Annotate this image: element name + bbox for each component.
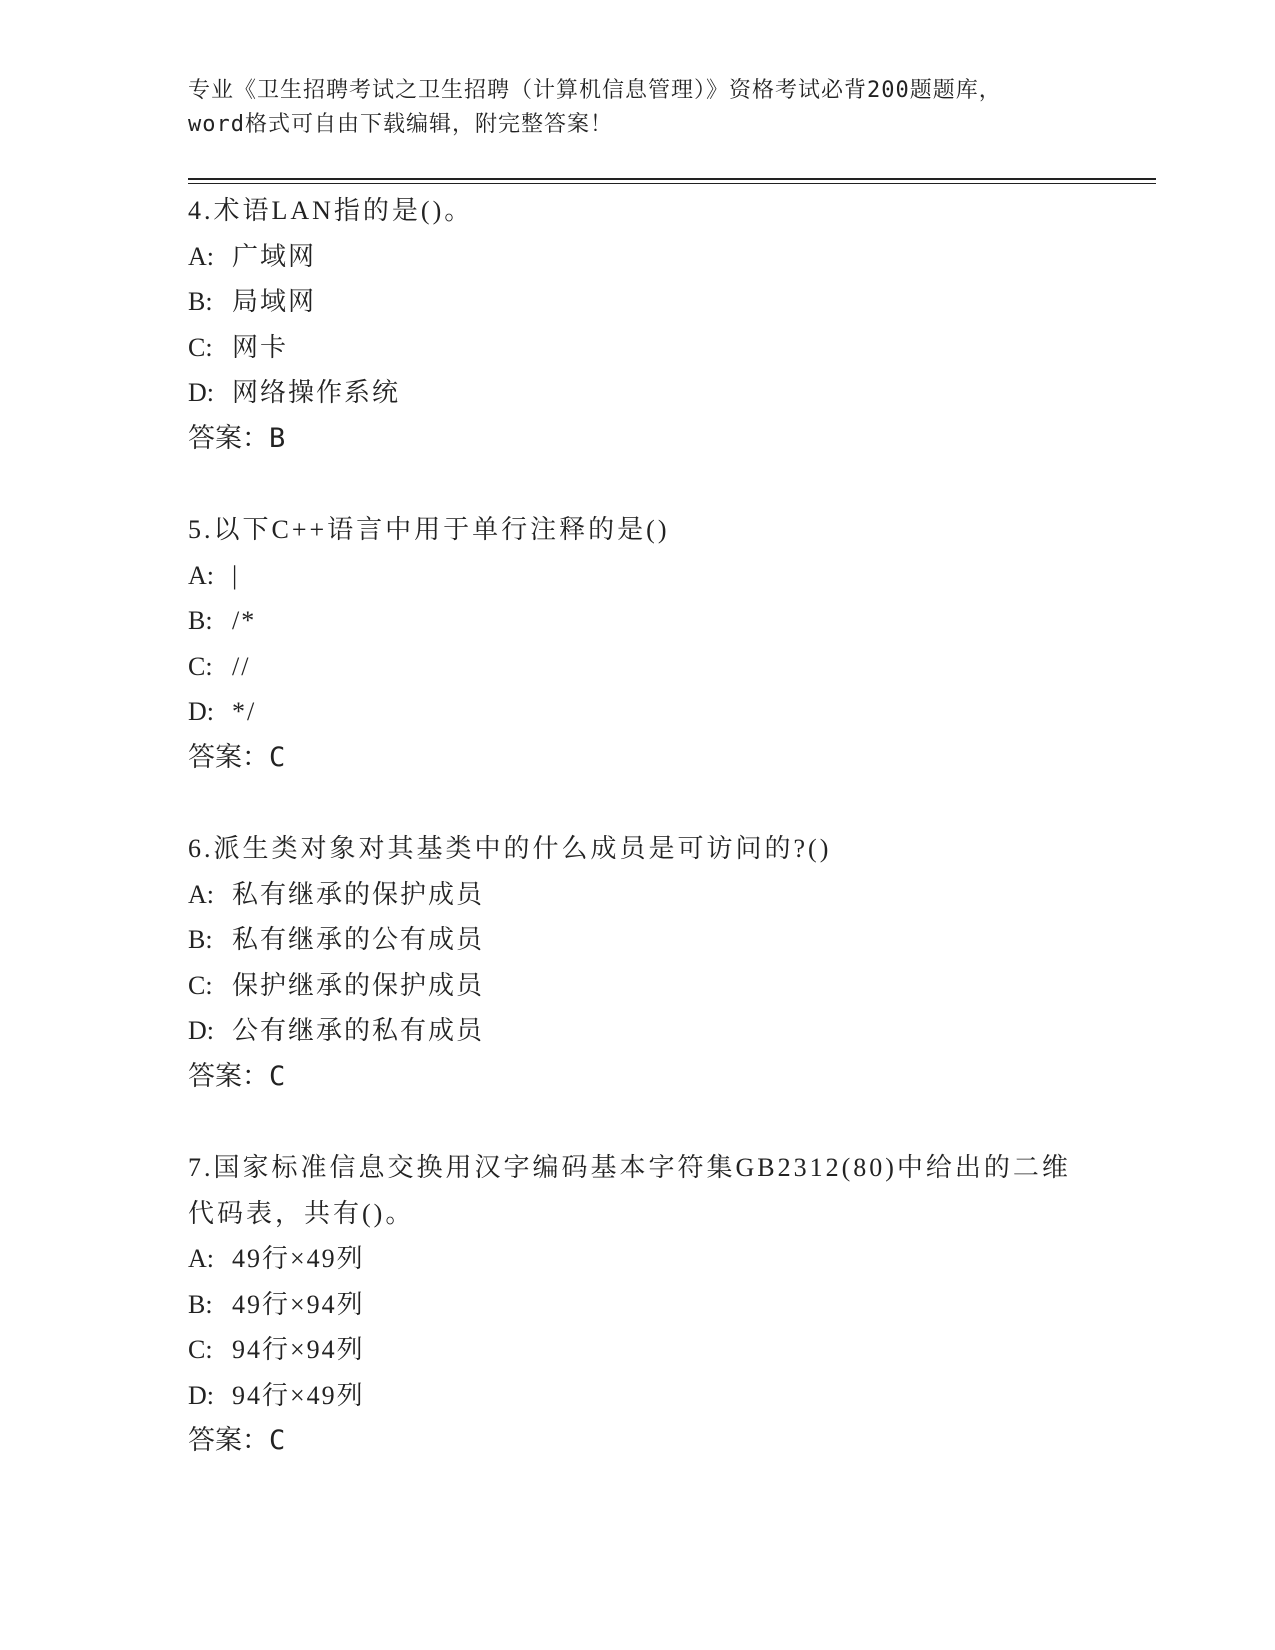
option-label: B: [188, 925, 213, 954]
answer-option [188, 598, 1108, 644]
answer-option [188, 872, 1108, 918]
answer-option [188, 370, 1108, 416]
option-label: D: [188, 697, 214, 726]
option-text: 94行×49列 [232, 1380, 365, 1410]
question-stem: 代码表，共有()。 [188, 1198, 415, 1228]
option-text: 网络操作系统 [232, 378, 401, 407]
question-stem: 7.国家标准信息交换用汉字编码基本字符集GB2312(80)中给出的二维 [188, 1153, 1071, 1182]
header-line-1: 专业《卫生招聘考试之卫生招聘（计算机信息管理）》资格考试必背200题题库， [188, 78, 1002, 103]
option-label: B: [188, 1289, 213, 1319]
answer-option [188, 1327, 1108, 1373]
answer-option [188, 553, 1108, 599]
question-block [188, 826, 1108, 1099]
document-header [188, 74, 1088, 142]
answer-option [188, 1373, 1108, 1419]
answer-option [188, 963, 1108, 1009]
option-label: B: [188, 287, 213, 316]
option-text: 广域网 [232, 241, 317, 271]
question-stem: 6.派生类对象对其基类中的什么成员是可访问的?() [188, 834, 832, 863]
option-label: C: [188, 970, 213, 1000]
option-text: 网卡 [232, 332, 289, 362]
option-label: A: [188, 1244, 214, 1273]
option-label: D: [188, 1380, 214, 1410]
option-text: 私有继承的公有成员 [232, 925, 485, 954]
option-text: */ [232, 697, 257, 726]
answer-option [188, 234, 1108, 280]
header-line-2: word格式可自由下载编辑，附完整答案！ [188, 112, 613, 137]
option-label: C: [188, 651, 213, 681]
option-label: A: [188, 560, 214, 590]
option-text: 94行×94列 [232, 1335, 365, 1364]
option-text: | [232, 560, 240, 590]
option-label: C: [188, 332, 213, 362]
option-label: D: [188, 378, 214, 407]
header-rule-thick [188, 178, 1156, 180]
option-text: 保护继承的保护成员 [232, 970, 485, 1000]
option-label: D: [188, 1016, 214, 1045]
header-rule-thin [188, 183, 1156, 184]
answer-option [188, 1236, 1108, 1282]
option-text: 私有继承的保护成员 [232, 879, 485, 909]
answer-option [188, 644, 1108, 690]
question-block [188, 1145, 1108, 1464]
answer-key: 答案：C [188, 1060, 286, 1092]
question-stem: 5.以下C++语言中用于单行注释的是() [188, 515, 670, 544]
answer-key: 答案：C [188, 741, 286, 773]
option-text: 49行×49列 [232, 1244, 365, 1273]
answer-key: 答案：C [188, 1425, 286, 1456]
option-label: C: [188, 1335, 213, 1364]
option-label: A: [188, 241, 214, 271]
option-text: 局域网 [232, 287, 317, 316]
option-text: // [232, 651, 251, 681]
answer-option [188, 1282, 1108, 1328]
answer-option [188, 1008, 1108, 1054]
answer-option [188, 689, 1108, 735]
answer-option [188, 325, 1108, 371]
option-text: /* [232, 606, 257, 635]
option-text: 49行×94列 [232, 1289, 365, 1319]
question-stem: 4.术语LAN指的是()。 [188, 196, 474, 225]
answer-option [188, 917, 1108, 963]
answer-option [188, 279, 1108, 325]
question-block [188, 188, 1108, 461]
question-block [188, 507, 1108, 780]
option-label: B: [188, 606, 213, 635]
option-text: 公有继承的私有成员 [232, 1016, 485, 1045]
question-list [188, 188, 1108, 1510]
option-label: A: [188, 879, 214, 909]
answer-key: 答案：B [188, 422, 286, 454]
